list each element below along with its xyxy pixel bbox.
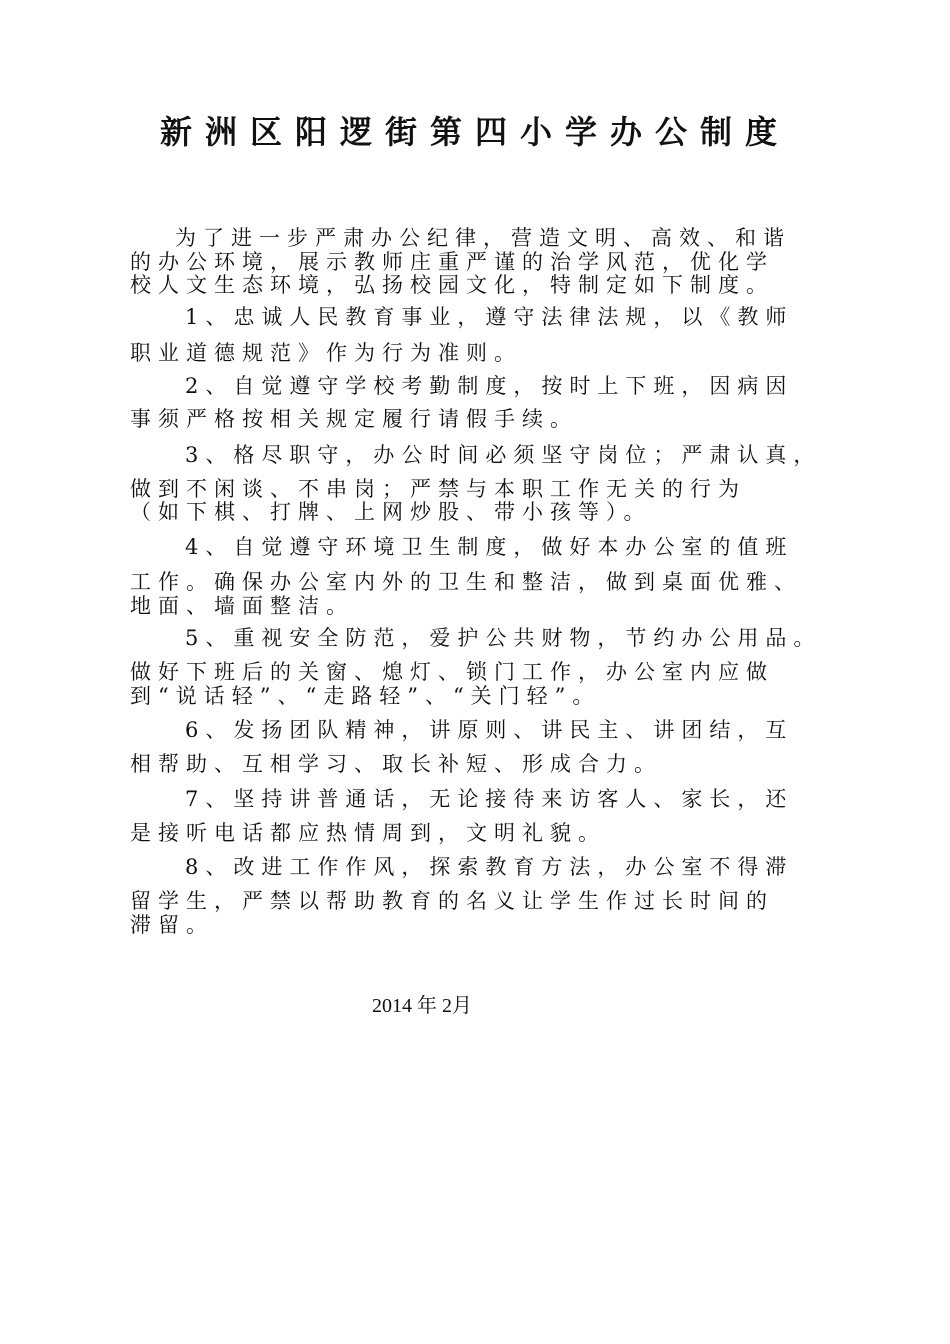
body-line: 工作。确保办公室内外的卫生和整洁，做到桌面优雅、	[130, 570, 802, 594]
body-line: 6、发扬团队精神，讲原则、讲民主、讲团结，互	[185, 718, 794, 742]
body-line: 做到不闲谈、不串岗；严禁与本职工作无关的行为	[130, 477, 746, 501]
body-line: 留学生，严禁以帮助教育的名义让学生作过长时间的	[130, 889, 774, 913]
body-line: 到“说话轻”、“走路轻”、“关门轻”。	[130, 684, 601, 708]
body-line: 7、坚持讲普通话，无论接待来访客人、家长，还	[185, 787, 794, 811]
body-line: 滞留。	[130, 913, 214, 937]
body-line: 做好下班后的关窗、熄灯、锁门工作，办公室内应做	[130, 660, 774, 684]
document-title: 新洲区阳逻街第四小学办公制度	[159, 113, 790, 151]
body-line: 8、改进工作作风，探索教育方法，办公室不得滞	[185, 855, 794, 879]
document-date: 2014 年 2月	[372, 995, 472, 1017]
body-line: 校人文生态环境，弘扬校园文化，特制定如下制度。	[130, 273, 774, 297]
body-line: （如下棋、打牌、上网炒股、带小孩等）。	[130, 500, 652, 524]
body-line: 事须严格按相关规定履行请假手续。	[130, 407, 578, 431]
body-line: 相帮助、互相学习、取长补短、形成合力。	[130, 752, 662, 776]
body-line: 为了进一步严肃办公纪律，营造文明、高效、和谐	[175, 226, 791, 250]
body-line: 3、格尽职守，办公时间必须坚守岗位；严肃认真，	[185, 443, 822, 467]
body-line: 是接听电话都应热情周到，文明礼貌。	[130, 821, 606, 845]
body-line: 1、忠诚人民教育事业，遵守法律法规，以《教师	[185, 305, 794, 329]
body-line: 5、重视安全防范，爱护公共财物，节约办公用品。	[185, 626, 822, 650]
body-line: 4、自觉遵守环境卫生制度，做好本办公室的值班	[185, 535, 794, 559]
body-line: 的办公环境，展示教师庄重严谨的治学风范，优化学	[130, 250, 774, 274]
body-line: 地面、墙面整洁。	[130, 594, 354, 618]
body-line: 职业道德规范》作为行为准则。	[130, 341, 522, 365]
body-line: 2、自觉遵守学校考勤制度，按时上下班，因病因	[185, 374, 794, 398]
